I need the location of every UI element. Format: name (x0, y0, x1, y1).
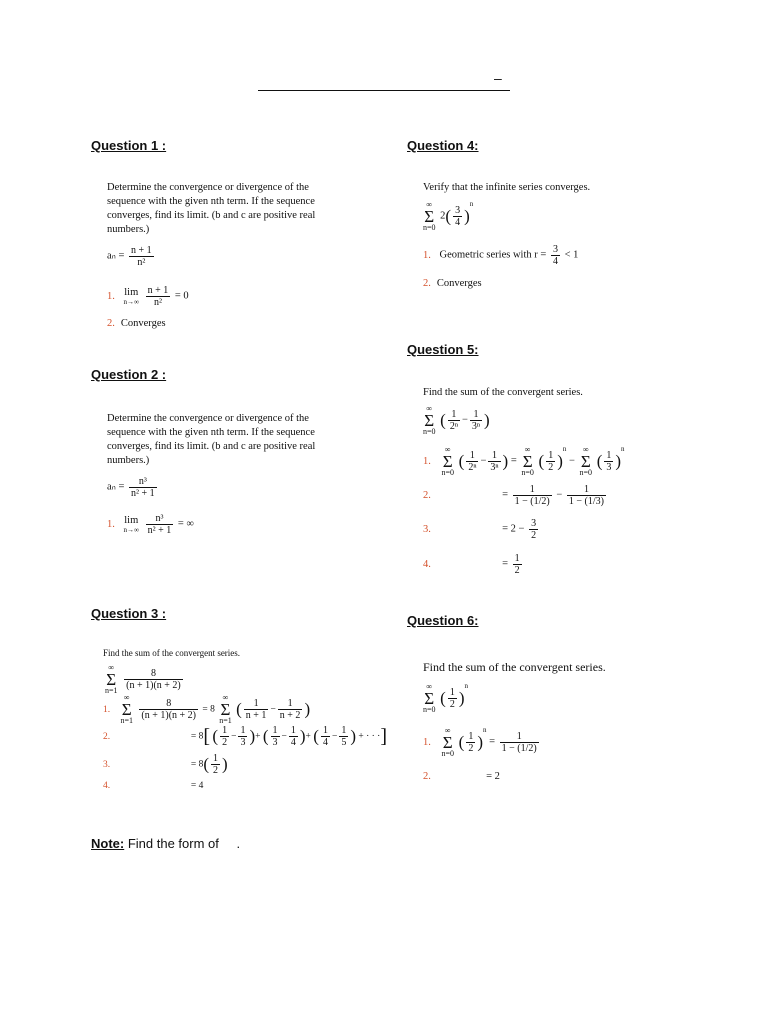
question-4-step-2: 2. Converges (423, 278, 482, 289)
question-1-step-1: 1. lim n→∞ $\frac{n + 1}{\text{n²}}$ = 0 (107, 285, 189, 308)
question-5-prompt: Find the sum of the convergent series. (423, 387, 583, 398)
question-1-heading: Question 1 : (91, 138, 167, 153)
question-3-step-1: 1. ∞ Σ n=1 $\frac{8}{(n + 1)(n + 2)}$ = 8 ∞ Σ n=1 ( $\frac{1}{n + 1}$ − $\frac{1}{n + 2}$ ) (103, 693, 311, 725)
question-5-step-1: 1. ∞ Σ n=0 ( $\frac{1}{\text{2ⁿ}}$ − $\frac{1}{\text{3ⁿ}}$ ) = ∞ Σ n=0 ( $\frac{1}{2}$ )$^n$ − ∞ Σ n=0 ( $\frac{1}{3}$ )$^n$ (423, 445, 625, 477)
title-mark: – (494, 70, 502, 86)
question-3-step-3: 3. = 8( $\frac{1}{2}$ ) (103, 753, 228, 776)
question-2-prompt: Determine the convergence or divergence of the sequence with the given nth term. If the sequence converges, find its limit. (b and c are positive real numbers.) (107, 413, 316, 466)
question-6-prompt: Find the sum of the convergent series. (423, 660, 606, 674)
question-3-heading: Question 3 : (91, 606, 167, 621)
question-5-series: ∞ Σ n=0 ( $\frac{1}{\text{2ⁿ}}$ − $\frac{1}{\text{3ⁿ}}$ ) (423, 404, 490, 436)
question-2-sequence: aₙ = $\frac{\text{n³}}{\text{n² + 1}}$ (107, 476, 155, 499)
question-1-step-2: 2. Converges (107, 318, 166, 329)
question-6-series: ∞ Σ n=0 ( $\frac{1}{2}$ )$^n$ (423, 682, 468, 714)
question-3-step-4: 4. = 4 (103, 781, 204, 791)
question-3-step-2: 2. = 8[ ( $\frac{1}{2}$ − $\frac{1}{3}$ )+ ( $\frac{1}{3}$ − $\frac{1}{4}$ )+ ( $\frac{1}{4}$ − $\frac{1}{5}$ ) + · · ·] (103, 725, 388, 748)
question-4-series: ∞ Σ n=0 2( $\frac{3}{4}$ )$^n$ (423, 200, 474, 232)
question-6-step-1: 1. ∞ Σ n=0 ( $\frac{1}{2}$ )$^n$ = $\frac{1}{1 - (1/2)}$ (423, 726, 537, 758)
question-6-step-2: 2. = 2 (423, 771, 500, 782)
question-1-prompt: Determine the convergence or divergence of the sequence with the given nth term. If the sequence converges, find its limit. (b and c are positive real numbers.) (107, 182, 316, 235)
question-6-heading: Question 6: (407, 613, 479, 628)
question-5-step-3: 3. = 2 − $\frac{3}{2}$ (423, 518, 537, 541)
question-5-heading: Question 5: (407, 342, 479, 357)
question-1-sequence: aₙ = $\frac{n + 1}{\text{n²}}$ (107, 245, 152, 268)
question-4-heading: Question 4: (407, 138, 479, 153)
question-3-prompt: Find the sum of the convergent series. (103, 648, 241, 658)
note-text: Find the form of (127, 836, 219, 851)
question-2-heading: Question 2 : (91, 367, 167, 382)
question-3-series: ∞ Σ n=1 $\frac{8}{(n + 1)(n + 2)}$ (105, 663, 181, 695)
note-label: Note: (91, 836, 125, 851)
question-5-step-4: 4. = $\frac{1}{2}$ (423, 553, 520, 576)
question-4-step-1: 1. Geometric series with r = $\frac{3}{4}$ < 1 (423, 244, 579, 267)
note-tail: . (236, 836, 241, 851)
question-5-step-2: 2. = $\frac{1}{1 - (1/2)}$ − $\frac{1}{1 - (1/3)}$ (423, 484, 604, 507)
title-underline (258, 90, 510, 91)
question-4-prompt: Verify that the infinite series converges. (423, 182, 591, 193)
note-line (91, 836, 240, 851)
question-2-step-1: 1. lim n→∞ $\frac{\text{n³}}{\text{n² + 1}}$ = ∞ (107, 513, 194, 536)
